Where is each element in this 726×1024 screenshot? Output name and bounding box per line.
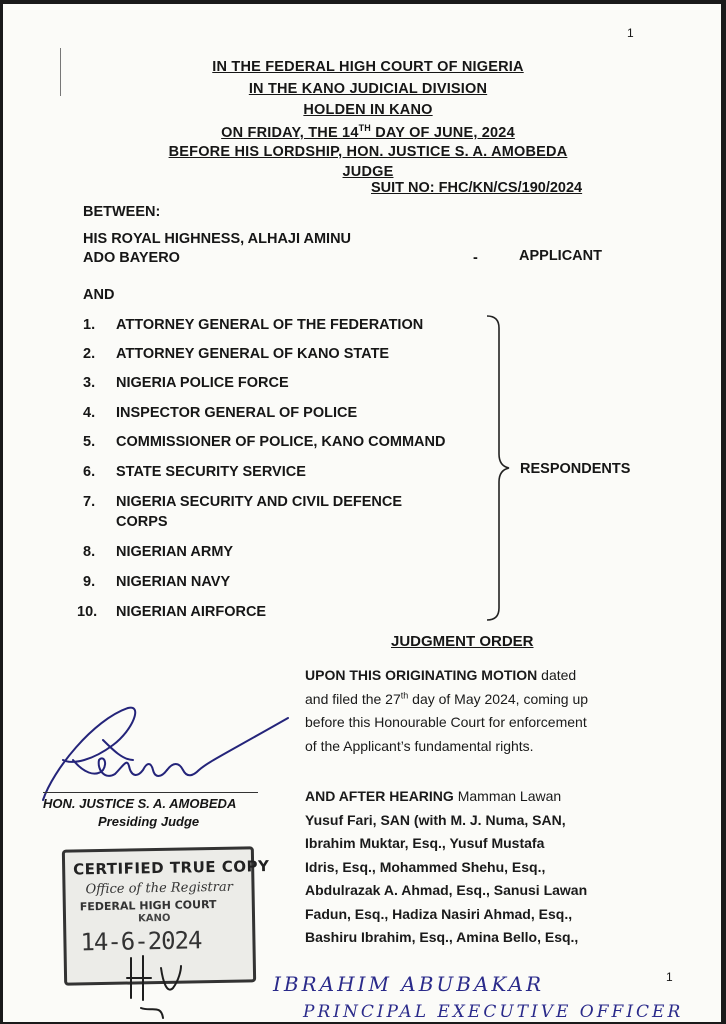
applicant-dash: - (473, 250, 478, 266)
respondents-brace (483, 312, 523, 624)
respondent-item: 8. NIGERIAN ARMY (83, 544, 234, 560)
applicant-role: APPLICANT (519, 248, 602, 264)
handwritten-officer-title: PRINCIPAL EXECUTIVE OFFICER (303, 1002, 684, 1022)
stamp-line-3: FEDERAL HIGH COURT (79, 897, 217, 914)
stamp-line-2: Office of the Registrar (85, 879, 234, 898)
respondent-item-continued: CORPS (116, 514, 168, 530)
heading-line-4: ON FRIDAY, THE 14TH DAY OF JUNE, 2024 (221, 123, 515, 141)
handwritten-initials (121, 948, 211, 1022)
respondent-item: 10. NIGERIAN AIRFORCE (77, 604, 267, 620)
stamp-line-1: CERTIFIED TRUE COPY (73, 857, 270, 879)
respondent-item: 9. NIGERIAN NAVY (83, 574, 231, 590)
applicant-name-line-2: ADO BAYERO (83, 250, 180, 266)
document-page (3, 4, 721, 1022)
suit-number: SUIT NO: FHC/KN/CS/190/2024 (371, 180, 583, 196)
stamp-date: 14-6-2024 (80, 926, 202, 957)
handwritten-officer-name: IBRAHIM ABUBAKAR (273, 972, 545, 996)
respondent-item: 6. STATE SECURITY SERVICE (83, 464, 306, 480)
respondents-label: RESPONDENTS (520, 461, 631, 477)
heading-line-3: HOLDEN IN KANO (303, 102, 433, 118)
motion-paragraph: UPON THIS ORIGINATING MOTION dated and filed the 27th day of May 2024, coming up before this Honourable Court for enforcement of the Applicant’s fundamental rights. (305, 667, 589, 754)
respondent-item: 1. ATTORNEY GENERAL OF THE FEDERATION (83, 317, 424, 333)
heading-line-6: JUDGE (342, 164, 394, 180)
signature-line (43, 792, 258, 793)
signatory-title: Presiding Judge (98, 814, 200, 829)
and-label: AND (83, 287, 115, 303)
hearing-paragraph: AND AFTER HEARING Mamman Lawan Yusuf Fari, SAN (with M. J. Numa, SAN, Ibrahim Muktar, Esq., Yusuf Mustafa Idris, Esq., Mohammed Shehu, Esq., Abdulrazak A. Ahmad, Esq., Sanusi Lawan Fadun, Esq., Hadiza Nasiri Ahmad, Esq., Bashiru Ibrahim, Esq., Amina Bello, Esq., (305, 788, 588, 945)
stamp-line-4: KANO (137, 912, 171, 925)
respondent-item: 2. ATTORNEY GENERAL OF KANO STATE (83, 346, 390, 362)
footer-page-number: 1 (666, 970, 673, 984)
applicant-name-line-1: HIS ROYAL HIGHNESS, ALHAJI AMINU (83, 231, 352, 247)
signatory-name: HON. JUSTICE S. A. AMOBEDA (43, 796, 237, 811)
respondent-item: 4. INSPECTOR GENERAL OF POLICE (83, 405, 358, 421)
heading-line-1: IN THE FEDERAL HIGH COURT OF NIGERIA (212, 59, 524, 75)
page-number: 1 (627, 26, 634, 40)
between-label: BETWEEN: (83, 204, 161, 220)
respondent-item: 5. COMMISSIONER OF POLICE, KANO COMMAND (83, 434, 446, 450)
heading-line-5: BEFORE HIS LORDSHIP, HON. JUSTICE S. A. AMOBEDA (168, 144, 568, 160)
heading-line-2: IN THE KANO JUDICIAL DIVISION (248, 81, 488, 97)
respondent-item: 3. NIGERIA POLICE FORCE (83, 375, 289, 391)
judge-signature (33, 700, 293, 810)
order-title: JUDGMENT ORDER (391, 633, 534, 650)
respondent-item: 7. NIGERIA SECURITY AND CIVIL DEFENCE (83, 494, 403, 510)
